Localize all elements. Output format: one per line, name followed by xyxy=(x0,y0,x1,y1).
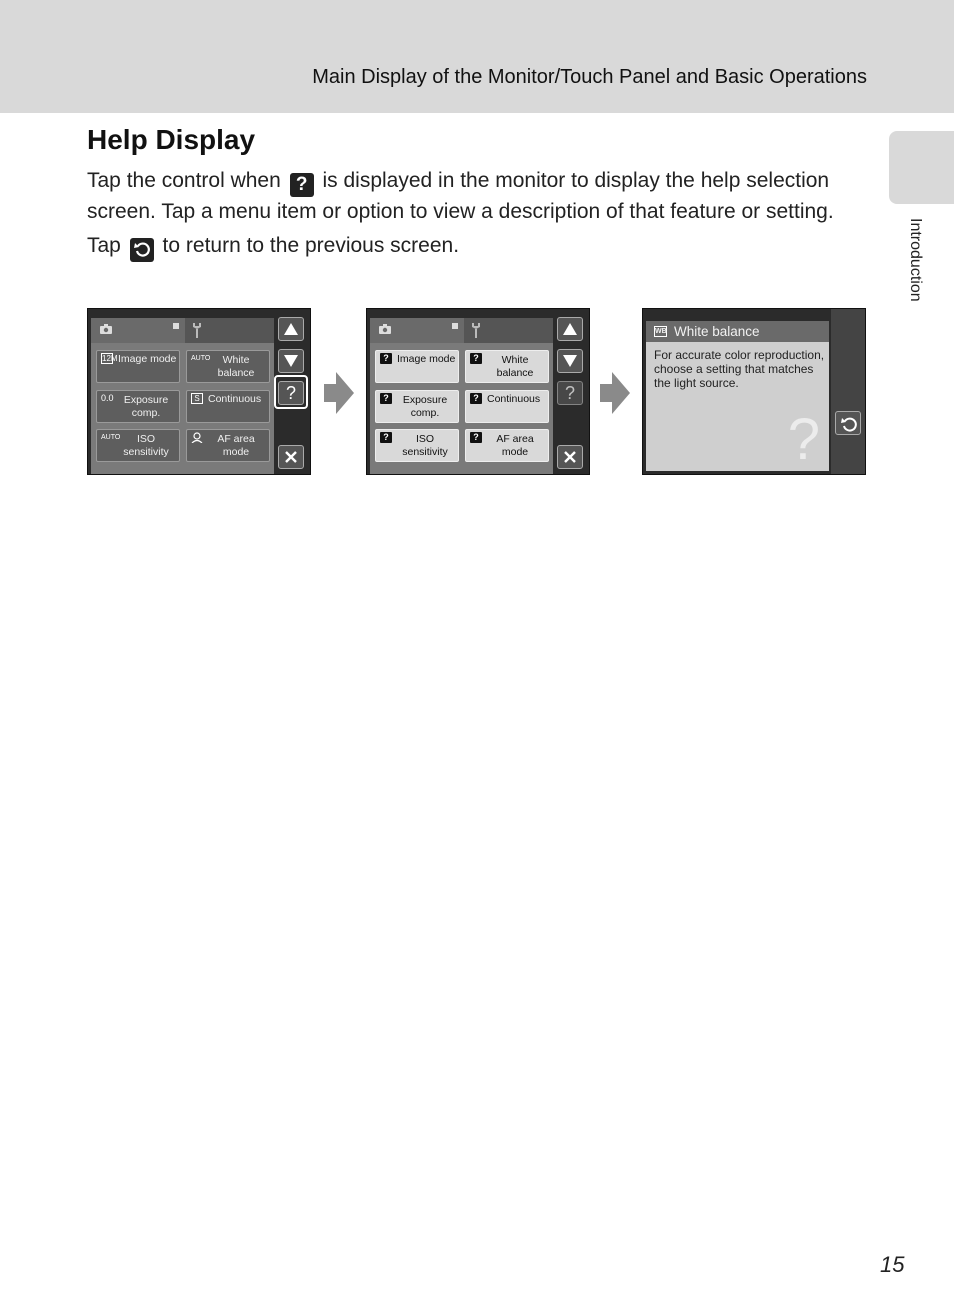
arrow-right-icon xyxy=(324,372,354,414)
battery-icon xyxy=(452,323,458,329)
face-priority-icon xyxy=(191,432,203,443)
help-title-bar xyxy=(646,321,829,342)
tab-strip xyxy=(91,318,274,343)
wrench-icon[interactable] xyxy=(470,322,482,338)
menu-item-label: Image mode xyxy=(118,353,177,365)
wrench-icon[interactable] xyxy=(191,322,203,338)
help-icon: ? xyxy=(380,432,392,443)
menu-item-label: ISO sensitivity xyxy=(402,432,448,458)
paragraph-text: Tap xyxy=(87,234,121,257)
header-band xyxy=(0,0,954,113)
menu-item-label: Exposure comp. xyxy=(123,393,169,419)
screen-help-selection xyxy=(366,308,590,475)
help-item-continuous[interactable] xyxy=(465,390,549,423)
menu-panel xyxy=(91,318,274,474)
menu-item-label: Exposure comp. xyxy=(402,393,448,419)
menu-item-af-area-mode[interactable] xyxy=(186,429,270,462)
help-icon: ? xyxy=(380,353,392,364)
scroll-down-button[interactable] xyxy=(278,349,304,373)
close-button[interactable] xyxy=(557,445,583,469)
menu-panel xyxy=(370,318,553,474)
arrow-right-icon xyxy=(600,372,630,414)
menu-item-iso-sensitivity[interactable] xyxy=(96,429,180,462)
menu-item-label: ISO sensitivity xyxy=(123,432,169,458)
menu-item-label: Continuous xyxy=(487,393,541,405)
white-balance-icon: AUTO xyxy=(191,355,211,362)
menu-item-image-mode[interactable] xyxy=(96,350,180,383)
body-text xyxy=(87,166,877,262)
menu-item-label: AF area mode xyxy=(217,432,255,458)
help-icon: ? xyxy=(564,383,575,403)
help-item-exposure-comp[interactable] xyxy=(375,390,459,423)
help-description: For accurate color reproduction, choose a setting that matches the light source. xyxy=(654,348,825,390)
exposure-comp-icon: 0.0 xyxy=(101,393,114,403)
menu-item-label: AF area mode xyxy=(496,432,534,458)
help-item-white-balance[interactable] xyxy=(465,350,549,383)
paragraph-text: Tap the control when xyxy=(87,169,281,192)
paragraph-return xyxy=(87,231,877,262)
help-icon: ? xyxy=(380,393,392,404)
help-panel xyxy=(646,321,829,471)
chapter-tab xyxy=(889,131,954,204)
menu-item-label: White balance xyxy=(496,353,534,379)
tab-strip xyxy=(370,318,553,343)
back-icon xyxy=(840,415,858,433)
chapter-label-text: Introduction xyxy=(907,218,924,302)
help-button-highlight xyxy=(274,375,308,409)
help-item-image-mode[interactable] xyxy=(375,350,459,383)
help-icon: ? xyxy=(470,353,482,364)
help-watermark-icon: ? xyxy=(787,407,820,472)
help-icon: ? xyxy=(290,173,314,197)
help-icon: ? xyxy=(285,383,296,403)
help-button[interactable] xyxy=(557,381,583,405)
continuous-icon: S xyxy=(191,393,203,404)
help-title: White balance xyxy=(674,324,760,339)
iso-icon: AUTO xyxy=(101,434,121,441)
menu-item-label: Continuous xyxy=(208,393,262,405)
help-side-bar xyxy=(831,309,865,474)
help-item-iso-sensitivity[interactable] xyxy=(375,429,459,462)
camera-icon xyxy=(100,324,112,334)
camera-icon xyxy=(379,324,391,334)
page-title: Help Display xyxy=(87,124,256,155)
screen-help-detail xyxy=(642,308,866,475)
menu-item-label: Image mode xyxy=(397,353,456,365)
back-icon xyxy=(130,238,154,262)
chapter-label xyxy=(906,218,926,328)
page-number: 15 xyxy=(880,1252,905,1277)
menu-item-white-balance[interactable] xyxy=(186,350,270,383)
close-button[interactable] xyxy=(278,445,304,469)
scroll-down-button[interactable] xyxy=(557,349,583,373)
white-balance-icon: WB xyxy=(655,328,667,335)
menu-item-label: White balance xyxy=(217,353,255,379)
scroll-up-button[interactable] xyxy=(278,317,304,341)
image-mode-icon: 12M xyxy=(102,354,118,363)
help-item-af-area-mode[interactable] xyxy=(465,429,549,462)
battery-icon xyxy=(173,323,179,329)
screen-shooting-menu xyxy=(87,308,311,475)
help-icon: ? xyxy=(470,432,482,443)
paragraph-help-intro xyxy=(87,166,877,226)
paragraph-text: to return to the previous screen. xyxy=(162,234,460,257)
help-icon: ? xyxy=(470,393,482,404)
menu-item-continuous[interactable] xyxy=(186,390,270,423)
section-title: Main Display of the Monitor/Touch Panel and Basic Operations xyxy=(312,66,867,88)
scroll-up-button[interactable] xyxy=(557,317,583,341)
menu-item-exposure-comp[interactable] xyxy=(96,390,180,423)
back-button[interactable] xyxy=(835,411,861,435)
paragraph-text: is displayed in the monitor to display the help selection screen. Tap a menu item or option to view a description of that feature or setting. xyxy=(87,169,834,223)
